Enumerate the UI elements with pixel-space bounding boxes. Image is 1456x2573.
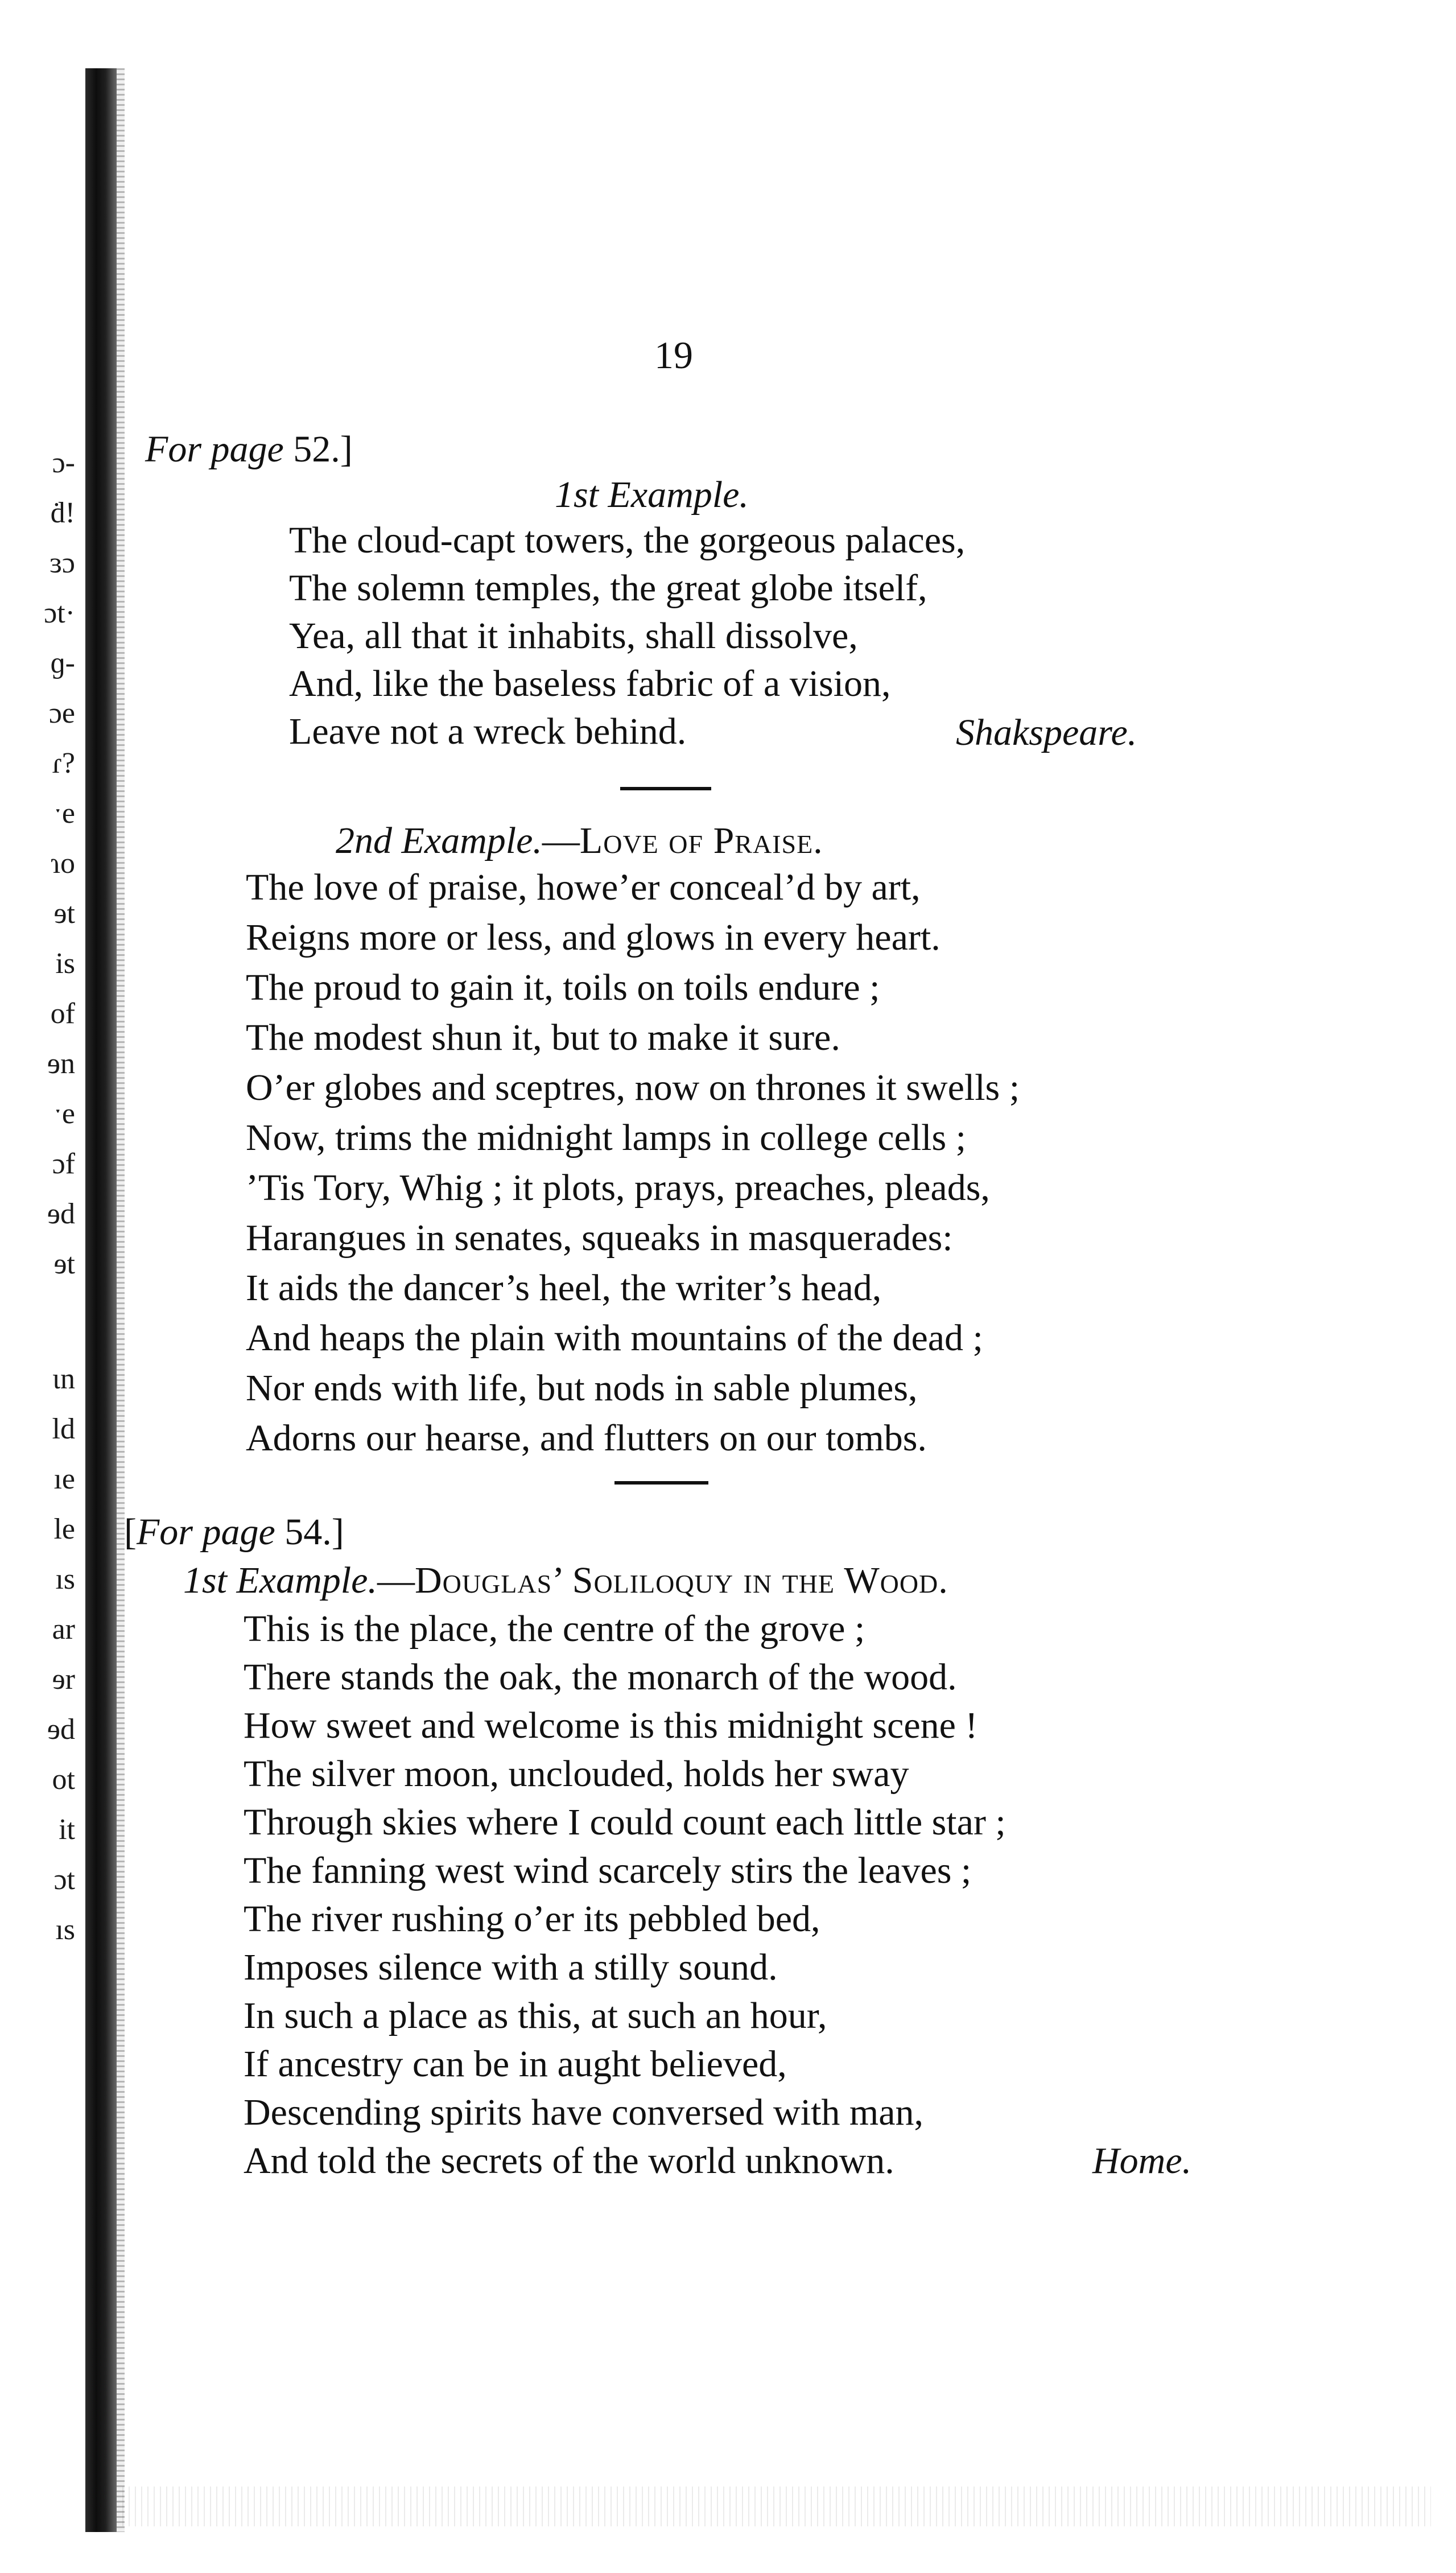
bleed-fragment: ɔ- [52,447,75,479]
bleed-fragment: ɔt [53,1863,75,1896]
section3-dash: — [377,1560,415,1601]
bleed-fragment: ot [52,1763,75,1796]
verse-line: In such a place as this, at such an hour, [244,1995,827,2036]
section3-subject: Douglas’ Soliloquy in the Wood. [414,1560,948,1601]
page-number: 19 [654,333,693,377]
bleed-fragment: ɘd [47,1713,75,1746]
verse-line: It aids the dancer’s heel, the writer’s head, [246,1267,882,1309]
bleed-fragment: ld [52,1413,75,1445]
bleed-fragment: ɔe [48,697,75,729]
verse-line: Descending spirits have conversed with man, [244,2092,924,2133]
bleed-fragment: ɿo [50,847,75,880]
binding-shadow [85,68,117,2532]
verse-line: And, like the baseless fabric of a vision, [289,663,891,704]
section2-dash: — [542,820,580,861]
verse-line: The cloud-capt towers, the gorgeous palaces, [289,519,966,561]
bleed-fragment: ɡ- [50,647,75,679]
section3-example-title: 1st Example. [183,1560,377,1601]
verse-line: Harangues in senates, squeaks in masquerades: [246,1217,953,1259]
verse-line: The love of praise, howe’er conceal’d by art, [246,867,921,908]
bleed-fragment: ɘr [52,1663,75,1696]
bleed-fragment: ɘd [47,1198,75,1230]
section1-ref-number: 52.] [293,428,353,470]
verse-line: The silver moon, unclouded, holds her sway [244,1753,909,1795]
verse-line: Yea, all that it inhabits, shall dissolve, [289,615,858,657]
verse-line: Leave not a wreck behind. [289,711,687,752]
bleed-fragment: ˑe [53,1098,75,1130]
verse-line: Through skies where I could count each little star ; [244,1801,1006,1843]
bleed-fragment: ar [52,1613,75,1646]
verse-line: Adorns our hearse, and flutters on our tombs. [246,1417,927,1459]
facing-page-bleed [0,0,85,2573]
verse-line: And heaps the plain with mountains of the dead ; [246,1317,983,1359]
verse-line: The fanning west wind scarcely stirs the leaves ; [244,1850,972,1891]
verse-line: And told the secrets of the world unknown. [244,2140,894,2182]
scan-noise [122,2487,1431,2526]
bleed-fragment: ɩn [52,1363,75,1395]
binding-edge [117,68,125,2532]
bleed-fragment: ɘt [53,1248,75,1280]
section2-example-title: 2nd Example. [336,820,542,861]
verse-line: If ancestry can be in aught believed, [244,2043,787,2085]
bleed-fragment: ɘt [53,897,75,930]
verse-line: There stands the oak, the monarch of the wood. [244,1656,957,1698]
bleed-fragment: ˑe [53,797,75,830]
verse-line: The proud to gain it, toils on toils endure ; [246,967,880,1008]
bleed-fragment: is [55,947,75,980]
verse-line: O’er globes and sceptres, now on thrones it swells ; [246,1067,1020,1108]
bleed-fragment: it [59,1813,75,1846]
section-divider-2 [614,1481,708,1485]
bleed-fragment: ɔf [52,1148,75,1180]
verse-line: ’Tis Tory, Whig ; it plots, prays, preaches, pleads, [246,1167,990,1209]
verse-line: This is the place, the centre of the grove ; [244,1608,865,1650]
bleed-fragment: ıs [55,1563,75,1595]
section3-ref-number: 54.] [284,1511,344,1553]
section1-reference [145,428,353,471]
section2-heading [336,819,823,863]
bleed-fragment: of [50,997,75,1030]
bleed-fragment: ɜɔ [50,547,75,579]
section3-ref-bracket: [ [124,1511,137,1553]
verse-line: The solemn temples, the great globe itself, [289,567,927,609]
bleed-fragment: ıe [53,1463,75,1495]
section-divider-1 [620,787,711,790]
section3-ref-label: For page [136,1511,275,1553]
verse-line: How sweet and welcome is this midnight scene ! [244,1705,978,1746]
section1-ref-label: For page [145,428,284,470]
bleed-fragment: ḋ! [50,497,75,529]
bleed-fragment: le [53,1513,75,1545]
verse-line: Nor ends with life, but nods in sable plumes, [246,1367,918,1409]
verse-line: Imposes silence with a stilly sound. [244,1947,778,1988]
bleed-fragment: ɘn [47,1048,75,1080]
bleed-fragment: ıs [55,1914,75,1946]
bleed-fragment: ɔt· [44,597,75,629]
verse-line: The river rushing o’er its pebbled bed, [244,1898,820,1940]
bleed-fragment: ɾ? [52,747,75,780]
verse-line: The modest shun it, but to make it sure. [246,1017,840,1058]
section1-attribution: Shakspeare. [956,712,1137,753]
section3-attribution: Home. [1092,2140,1192,2182]
verse-line: Reigns more or less, and glows in every heart. [246,917,941,958]
section3-reference [124,1511,344,1554]
section1-example-title: 1st Example. [555,474,749,516]
section3-heading [183,1559,948,1602]
verse-line: Now, trims the midnight lamps in college cells ; [246,1117,967,1158]
section2-subject: Love of Praise. [579,820,823,861]
